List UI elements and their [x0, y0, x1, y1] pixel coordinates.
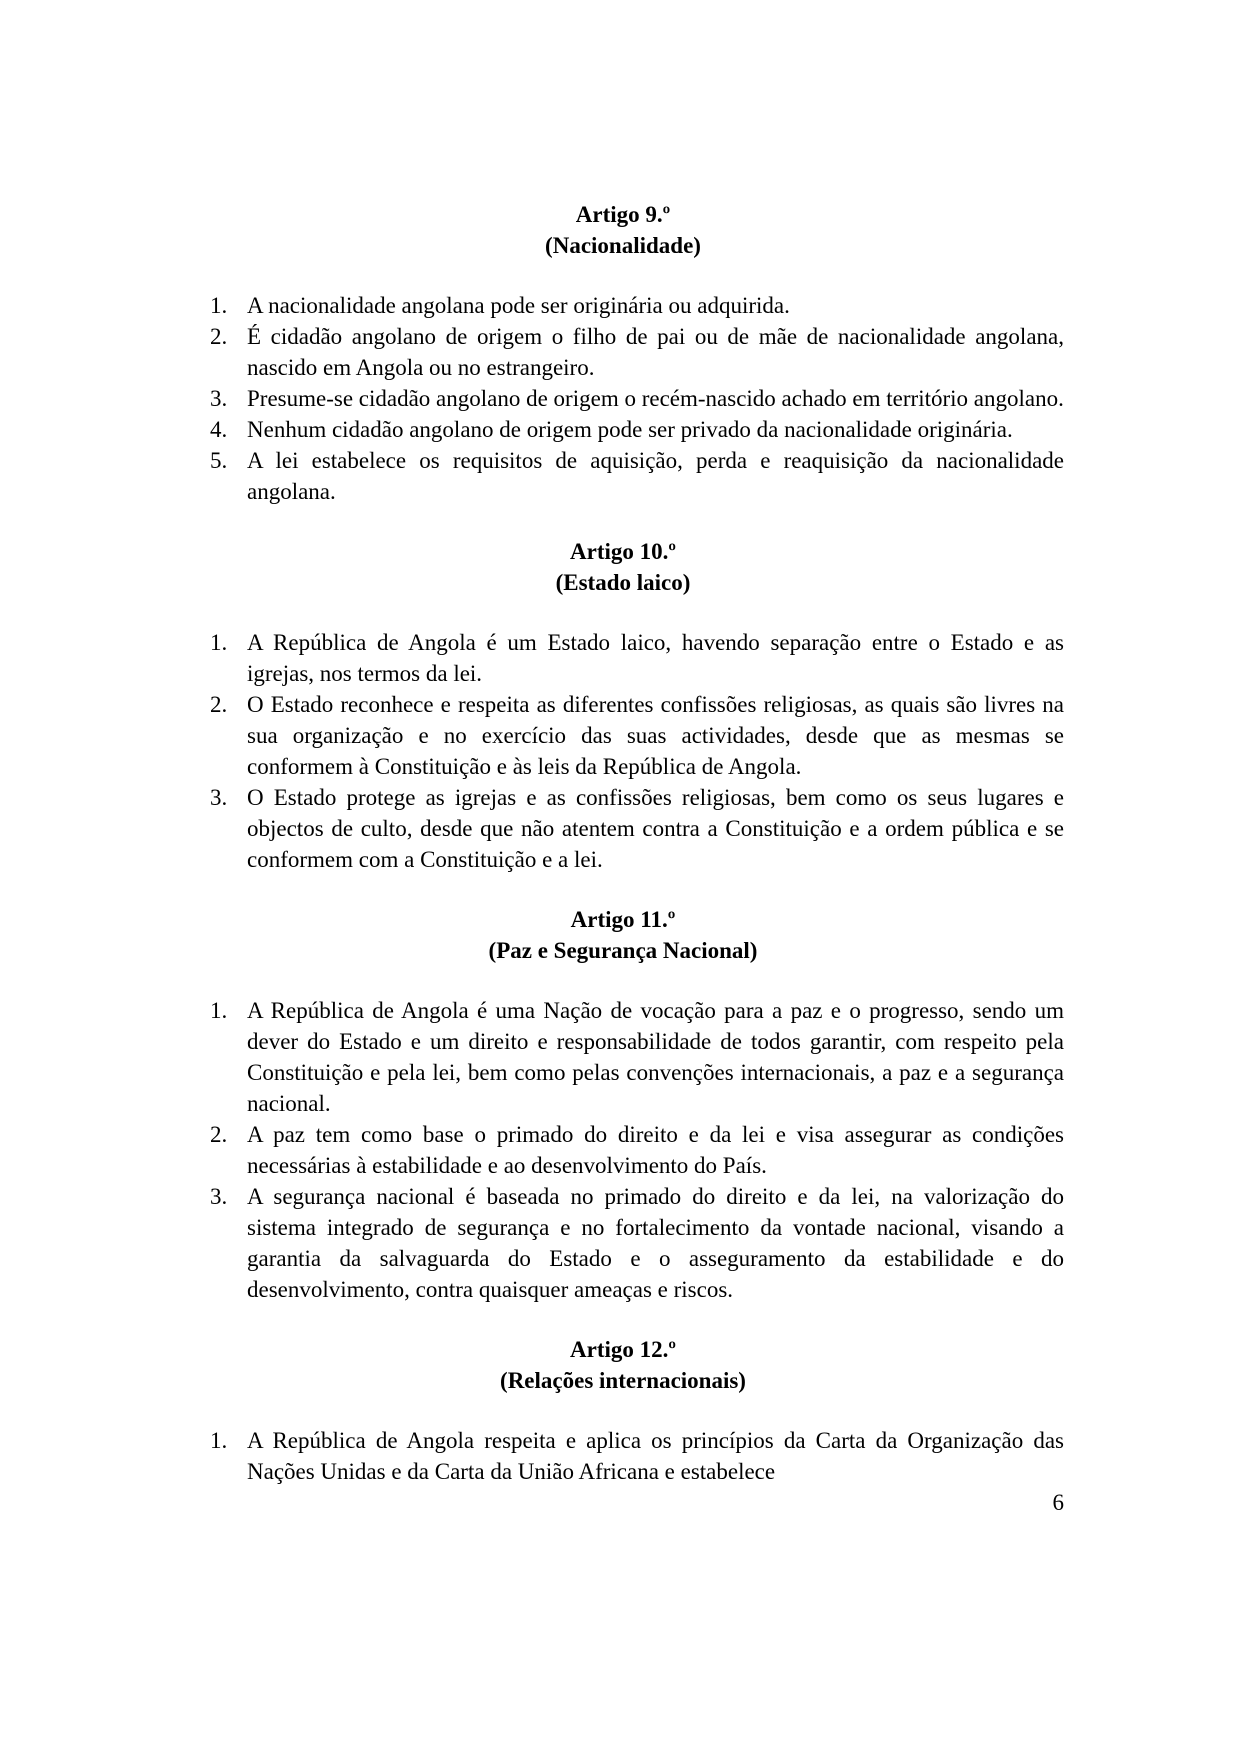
article-subtitle: (Paz e Segurança Nacional)	[488, 938, 758, 963]
list-item-text: A República de Angola é um Estado laico, havendo separação entre o Estado e as igrejas, nos termos da lei.	[247, 630, 1064, 686]
list-item-number: 2.	[210, 1122, 228, 1147]
list-item-text: A segurança nacional é baseada no primado do direito e da lei, na valorização do sistema integrado de segurança e no fortalecimento da vontade nacional, visando a garantia da salvaguarda do Estado e o asseguramento da estabilidade e do desenvolvimento, contra quaisquer ameaças e riscos.	[247, 1184, 1064, 1302]
article-title: Artigo 9.º	[575, 202, 671, 227]
list-item-text: O Estado reconhece e respeita as diferentes confissões religiosas, as quais são livres na sua organização e no exercício das suas actividades, desde que as mesmas se conformem à Constituição e às leis da República de Angola.	[247, 692, 1064, 779]
list-item-number: 2.	[210, 692, 228, 717]
article-heading	[196, 536, 1050, 598]
list-item-text: A nacionalidade angolana pode ser originária ou adquirida.	[247, 293, 790, 318]
list-item	[210, 627, 1064, 689]
list-item-number: 1.	[210, 998, 228, 1023]
list-item-number: 3.	[210, 785, 228, 810]
list-item-text: A lei estabelece os requisitos de aquisição, perda e reaquisição da nacionalidade angolana.	[247, 448, 1064, 504]
list-item-text: A República de Angola respeita e aplica os princípios da Carta da Organização das Nações Unidas e da Carta da União Africana e estabelece	[247, 1428, 1064, 1484]
list-item-text: Presume-se cidadão angolano de origem o recém-nascido achado em território angolano.	[247, 386, 1064, 411]
list-item-number: 4.	[210, 417, 228, 442]
list-item	[210, 689, 1064, 782]
list-item-text: É cidadão angolano de origem o filho de pai ou de mãe de nacionalidade angolana, nascido em Angola ou no estrangeiro.	[247, 324, 1064, 380]
list-item-number: 3.	[210, 386, 228, 411]
article-title: Artigo 12.º	[570, 1337, 676, 1362]
list-item	[210, 321, 1064, 383]
list-item-text: A República de Angola é uma Nação de vocação para a paz e o progresso, sendo um dever do Estado e um direito e responsabilidade de todos garantir, com respeito pela Constituição e pela lei, bem como pelas convenções internacionais, a paz e a segurança nacional.	[247, 998, 1064, 1116]
article-item-list	[210, 627, 1064, 875]
article-title: Artigo 10.º	[570, 539, 676, 564]
list-item	[210, 1425, 1064, 1487]
article-section-11	[210, 904, 1064, 1305]
list-item	[210, 290, 1064, 321]
list-item	[210, 1181, 1064, 1305]
article-item-list	[210, 1425, 1064, 1487]
article-title: Artigo 11.º	[570, 907, 676, 932]
article-section-9	[210, 199, 1064, 507]
list-item-number: 2.	[210, 324, 228, 349]
list-item	[210, 383, 1064, 414]
list-item-text: A paz tem como base o primado do direito e da lei e visa assegurar as condições necessárias à estabilidade e ao desenvolvimento do País.	[247, 1122, 1064, 1178]
list-item	[210, 445, 1064, 507]
article-item-list	[210, 290, 1064, 507]
list-item-number: 1.	[210, 293, 228, 318]
list-item-number: 5.	[210, 448, 228, 473]
article-section-12	[210, 1334, 1064, 1487]
list-item	[210, 995, 1064, 1119]
article-subtitle: (Estado laico)	[555, 570, 691, 595]
list-item-text: O Estado protege as igrejas e as confissões religiosas, bem como os seus lugares e objectos de culto, desde que não atentem contra a Constituição e a ordem pública e se conformem com a Constituição e a lei.	[247, 785, 1064, 872]
article-heading	[196, 904, 1050, 966]
list-item-number: 1.	[210, 630, 228, 655]
page-number: 6	[1052, 1490, 1064, 1515]
article-heading	[196, 1334, 1050, 1396]
article-heading	[196, 199, 1050, 261]
list-item	[210, 1119, 1064, 1181]
list-item	[210, 414, 1064, 445]
article-item-list	[210, 995, 1064, 1305]
article-subtitle: (Nacionalidade)	[545, 233, 701, 258]
list-item-number: 3.	[210, 1184, 228, 1209]
list-item	[210, 782, 1064, 875]
list-item-text: Nenhum cidadão angolano de origem pode ser privado da nacionalidade originária.	[247, 417, 1013, 442]
article-subtitle: (Relações internacionais)	[500, 1368, 746, 1393]
list-item-number: 1.	[210, 1428, 228, 1453]
article-section-10	[210, 536, 1064, 875]
